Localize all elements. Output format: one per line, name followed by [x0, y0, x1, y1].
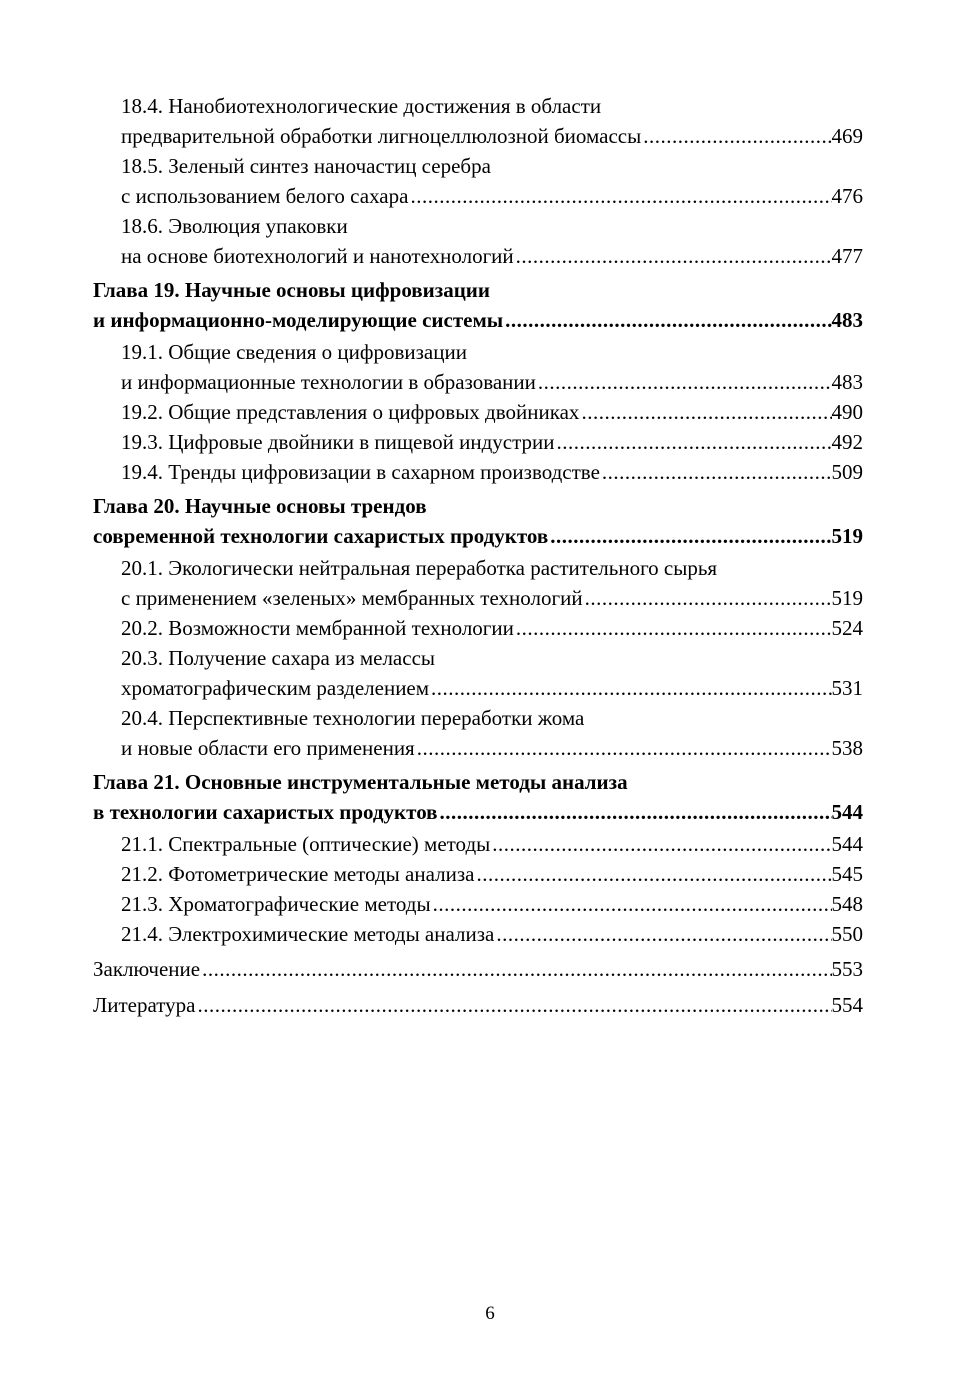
toc-line — [93, 673, 863, 703]
toc-page-number: 490 — [831, 400, 863, 424]
toc-line — [93, 121, 863, 151]
dot-leader — [429, 673, 831, 703]
toc-title-continued: в технологии сахаристых продуктов — [93, 800, 438, 824]
toc-title: 19.1. Общие сведения о цифровизации — [121, 340, 467, 364]
toc-section — [93, 643, 863, 703]
dot-leader — [536, 367, 832, 397]
toc-page-number: 531 — [831, 676, 863, 700]
toc-title: 18.5. Зеленый синтез наночастиц серебра — [121, 154, 491, 178]
toc-section — [93, 91, 863, 151]
toc-page-number: 553 — [831, 957, 863, 981]
dot-leader — [548, 521, 831, 551]
toc-section — [93, 151, 863, 211]
dot-leader — [555, 427, 832, 457]
toc-title-continued: хроматографическим разделением — [121, 676, 430, 700]
toc-chapter — [93, 491, 863, 551]
toc-line — [93, 275, 863, 305]
toc-title-continued: и информационные технологии в образовании — [121, 370, 536, 394]
toc-title: 20.1. Экологически нейтральная переработка растительного сырья — [121, 556, 718, 580]
toc-section — [93, 889, 863, 919]
dot-leader — [514, 613, 832, 643]
toc-title: Заключение — [93, 957, 201, 981]
toc-page-number: 554 — [831, 993, 863, 1017]
toc-line — [93, 457, 863, 487]
toc-line — [93, 859, 863, 889]
toc-section — [93, 427, 863, 457]
toc-title: 18.6. Эволюция упаковки — [121, 214, 348, 238]
toc-page-number: 509 — [831, 460, 863, 484]
toc-page-number: 492 — [831, 430, 863, 454]
dot-leader — [195, 989, 831, 1021]
toc-title: 19.3. Цифровые двойники в пищевой индустрии — [121, 430, 555, 454]
dot-leader — [583, 583, 832, 613]
toc-line — [93, 733, 863, 763]
toc-page-number: 524 — [831, 616, 863, 640]
toc-page-number: 519 — [831, 524, 863, 548]
dot-leader — [490, 829, 831, 859]
toc-line — [93, 181, 863, 211]
toc-title-continued: современной технологии сахаристых продуктов — [93, 524, 549, 548]
toc-line — [93, 211, 863, 241]
toc-chapter — [93, 275, 863, 335]
toc-section — [93, 397, 863, 427]
toc-line — [93, 337, 863, 367]
toc-title: 19.4. Тренды цифровизации в сахарном производстве — [121, 460, 600, 484]
toc-line — [93, 397, 863, 427]
dot-leader — [641, 121, 831, 151]
toc-line — [93, 643, 863, 673]
toc-title: 20.4. Перспективные технологии переработки жома — [121, 706, 585, 730]
toc-chapter — [93, 767, 863, 827]
toc-page-number: 483 — [831, 370, 863, 394]
dot-leader — [438, 797, 832, 827]
toc-section — [93, 337, 863, 397]
toc-page-number: 477 — [831, 244, 863, 268]
toc-section — [93, 553, 863, 613]
toc-line — [93, 151, 863, 181]
toc-line — [93, 703, 863, 733]
toc-title: 20.2. Возможности мембранной технологии — [121, 616, 514, 640]
toc-section — [93, 457, 863, 487]
dot-leader — [503, 305, 831, 335]
toc-section — [93, 919, 863, 949]
toc-line — [93, 767, 863, 797]
dot-leader — [514, 241, 832, 271]
toc-title: 19.2. Общие представления о цифровых двойниках — [121, 400, 580, 424]
dot-leader — [494, 919, 831, 949]
page-number: 6 — [485, 1303, 495, 1324]
toc-line — [93, 797, 863, 827]
toc-section — [93, 703, 863, 763]
toc-title: Глава 20. Научные основы трендов — [93, 494, 427, 518]
toc-line — [93, 919, 863, 949]
dot-leader — [474, 859, 831, 889]
toc-line — [93, 305, 863, 335]
toc-line — [93, 553, 863, 583]
toc-line — [93, 889, 863, 919]
toc-section — [93, 613, 863, 643]
toc-line — [93, 989, 863, 1021]
dot-leader — [600, 457, 832, 487]
dot-leader — [579, 397, 831, 427]
toc-line — [93, 427, 863, 457]
toc-title-continued: с использованием белого сахара — [121, 184, 409, 208]
toc-line — [93, 829, 863, 859]
toc-title-continued: на основе биотехнологий и нанотехнологий — [121, 244, 514, 268]
toc-page-number: 483 — [831, 308, 863, 332]
toc-page-number: 476 — [831, 184, 863, 208]
toc-line — [93, 953, 863, 985]
toc-line — [93, 583, 863, 613]
toc-line — [93, 241, 863, 271]
toc-title: 21.1. Спектральные (оптические) методы — [121, 832, 491, 856]
toc-title: Литература — [93, 993, 196, 1017]
toc-title-continued: и новые области его применения — [121, 736, 415, 760]
toc-section — [93, 211, 863, 271]
toc-title: Глава 21. Основные инструментальные методы анализа — [93, 770, 628, 794]
toc-page-number: 538 — [831, 736, 863, 760]
toc-line — [93, 521, 863, 551]
toc-title: 21.2. Фотометрические методы анализа — [121, 862, 475, 886]
toc-page-number: 545 — [831, 862, 863, 886]
toc-line — [93, 491, 863, 521]
toc-line — [93, 613, 863, 643]
toc-section — [93, 859, 863, 889]
dot-leader — [200, 953, 831, 985]
toc-entry-main — [93, 953, 863, 985]
toc-page-number: 548 — [831, 892, 863, 916]
toc-title: 21.3. Хроматографические методы — [121, 892, 431, 916]
toc-line — [93, 91, 863, 121]
toc-title: 18.4. Нанобиотехнологические достижения в области — [121, 94, 602, 118]
toc-title-continued: предварительной обработки лигноцеллюлозной биомассы — [121, 124, 642, 148]
dot-leader — [415, 733, 832, 763]
toc-page-number: 544 — [831, 832, 863, 856]
toc-title-continued: и информационно-моделирующие системы — [93, 308, 504, 332]
toc-title: Глава 19. Научные основы цифровизации — [93, 278, 490, 302]
toc-title: 21.4. Электрохимические методы анализа — [121, 922, 495, 946]
toc-line — [93, 367, 863, 397]
toc-section — [93, 829, 863, 859]
toc-page-number: 519 — [831, 586, 863, 610]
table-of-contents — [93, 91, 863, 1025]
toc-title: 20.3. Получение сахара из мелассы — [121, 646, 436, 670]
toc-entry-main — [93, 989, 863, 1021]
toc-page-number: 469 — [831, 124, 863, 148]
dot-leader — [408, 181, 831, 211]
dot-leader — [431, 889, 832, 919]
toc-page-number: 550 — [831, 922, 863, 946]
toc-page-number: 544 — [831, 800, 863, 824]
toc-title-continued: с применением «зеленых» мембранных технологий — [121, 586, 583, 610]
